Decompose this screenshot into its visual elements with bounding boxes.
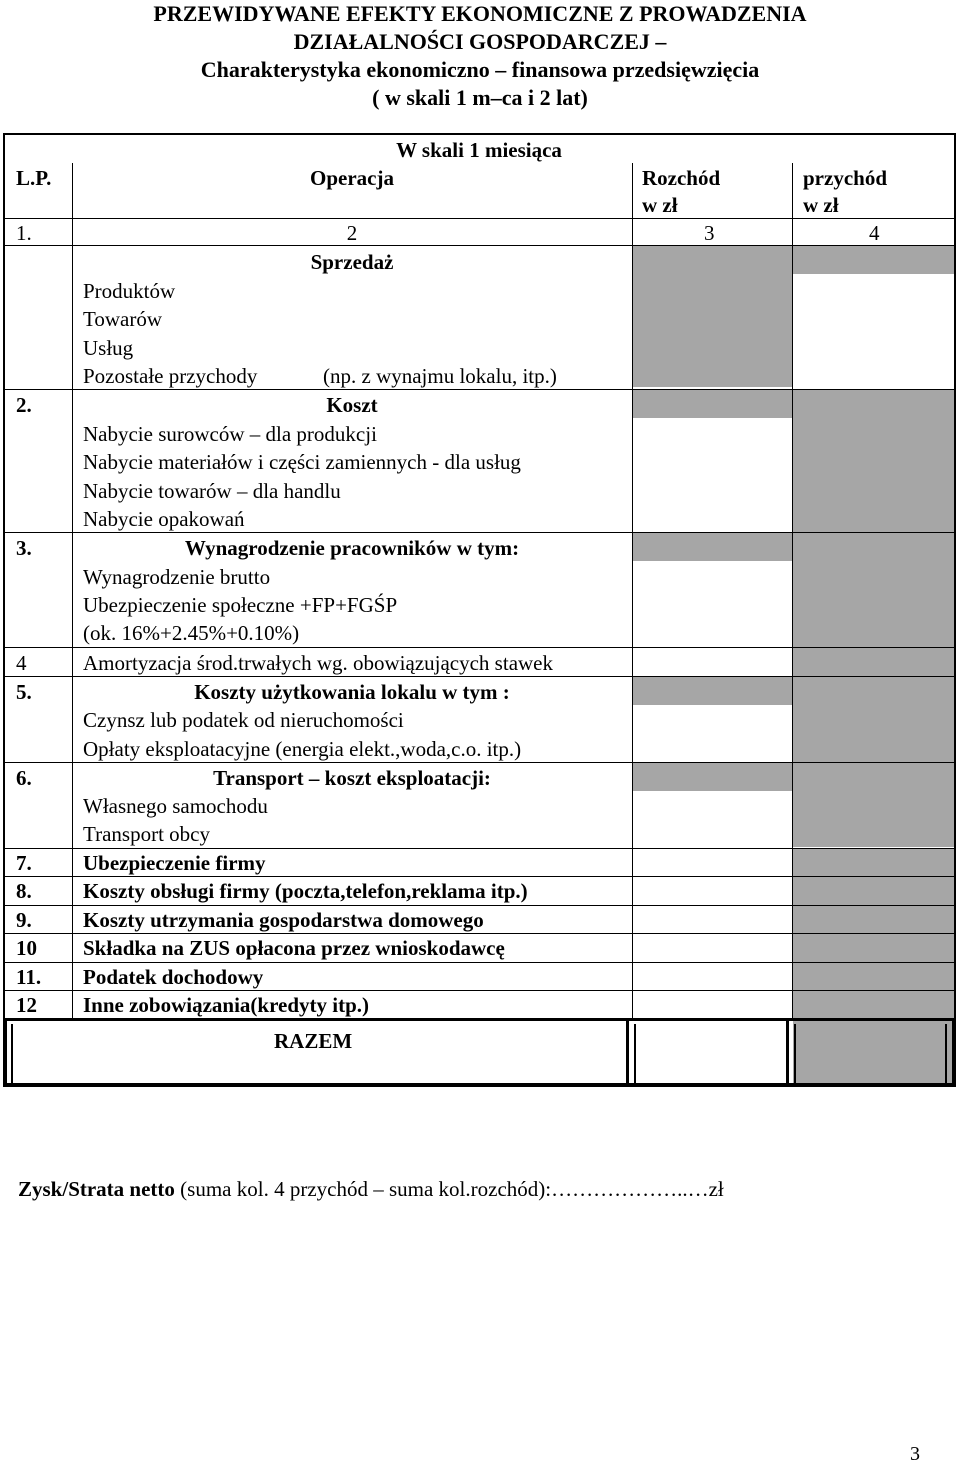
row-11-label: Podatek dochodowy [83,965,264,989]
col-przychod-unit: w zł [803,193,839,217]
wage-item-brutto: Wynagrodzenie brutto [83,565,271,589]
title-line-3: Charakterystyka ekonomiczno – finansowa przedsięwzięcia [200,57,760,82]
lokal-item-czynsz: Czynsz lub podatek od nieruchomości [83,708,404,732]
col-number-2: 2 [346,221,358,245]
wage-item-percent: (ok. 16%+2.45%+0.10%) [83,621,300,645]
total-label: RAZEM [274,1029,353,1053]
section-3-number: 3. [16,536,32,560]
shaded-rozchod-sales [633,246,793,387]
cost-item-towary: Nabycie towarów – dla handlu [83,479,341,503]
row-11-number: 11. [16,965,42,989]
section-4-number: 4 [16,651,27,675]
sales-item-pozostale-note: (np. z wynajmu lokalu, itp.) [323,364,557,388]
section-1-title: Sprzedaż [310,250,394,274]
title-line-1: PRZEWIDYWANE EFEKTY EKONOMICZNE Z PROWADZENIA [153,1,807,26]
section-2-title: Koszt [326,393,378,417]
section-2-number: 2. [16,393,32,417]
section-6-title: Transport – koszt eksploatacji: [213,766,491,790]
row-9-label: Koszty utrzymania gospodarstwa domowego [83,908,484,932]
sales-item-pozostale: Pozostałe przychody [83,364,258,388]
lokal-item-oplaty: Opłaty eksploatacyjne (energia elekt.,woda,c.o. itp.) [83,737,522,761]
shaded-przychod-costs [793,390,955,847]
transport-item-wlasny: Własnego samochodu [83,794,268,818]
row-10-label: Składka na ZUS opłacona przez wnioskodawcę [83,936,505,960]
net-profit-label: Zysk/Strata netto [18,1177,175,1201]
section-5-title: Koszty użytkowania lokalu w tym : [194,680,510,704]
sales-item-uslug: Usług [83,336,134,360]
section-3-title: Wynagrodzenie pracowników w tym: [184,536,520,560]
shaded-przychod-sales-title [793,246,955,274]
title-line-4: ( w skali 1 m–ca i 2 lat) [372,85,588,110]
row-7-number: 7. [16,851,32,875]
col-number-1: 1. [16,221,32,245]
row-7-label: Ubezpieczenie firmy [83,851,266,875]
col-number-4: 4 [869,221,880,245]
section-4-title: Amortyzacja środ.trwałych wg. obowiązujących stawek [83,651,553,675]
shaded-rozchod-transport [633,763,793,791]
cost-item-opakowania: Nabycie opakowań [83,507,245,531]
title-line-2: DZIAŁALNOŚCI GOSPODARCZEJ – [293,29,667,54]
cost-item-materialy: Nabycie materiałów i części zamiennych - dla usług [83,450,521,474]
col-operacja-header: Operacja [310,166,394,190]
col-number-3: 3 [704,221,715,245]
row-12-label: Inne zobowiązania(kredyty itp.) [83,993,370,1017]
shaded-przychod-total [793,1020,955,1084]
wage-item-ubezpieczenie: Ubezpieczenie społeczne +FP+FGŚP [83,593,398,617]
sales-item-produktow: Produktów [83,279,176,303]
col-przychod-header: przychód [803,166,887,190]
sales-item-towarow: Towarów [83,307,163,331]
section-5-number: 5. [16,680,32,704]
section-6-number: 6. [16,766,32,790]
row-8-label: Koszty obsługi firmy (poczta,telefon,reklama itp.) [83,879,528,903]
shaded-rozchod-lokal [633,677,793,705]
shaded-rozchod-wynagrodzenie [633,533,793,561]
col-rozchod-header: Rozchód [642,166,721,190]
row-12-number: 12 [16,993,37,1017]
row-9-number: 9. [16,908,32,932]
col-rozchod-unit: w zł [642,193,678,217]
row-10-number: 10 [16,936,37,960]
scale-header: W skali 1 miesiąca [396,138,562,162]
transport-item-obcy: Transport obcy [83,822,210,846]
cost-item-surowce: Nabycie surowców – dla produkcji [83,422,377,446]
net-profit-line [18,1175,724,1203]
col-lp-header: L.P. [16,166,52,190]
net-profit-formula: (suma kol. 4 przychód – suma kol.rozchód):………………..…zł [174,1177,724,1201]
page-number: 3 [910,1443,920,1465]
shaded-rozchod-koszt [633,390,793,418]
row-8-number: 8. [16,879,32,903]
